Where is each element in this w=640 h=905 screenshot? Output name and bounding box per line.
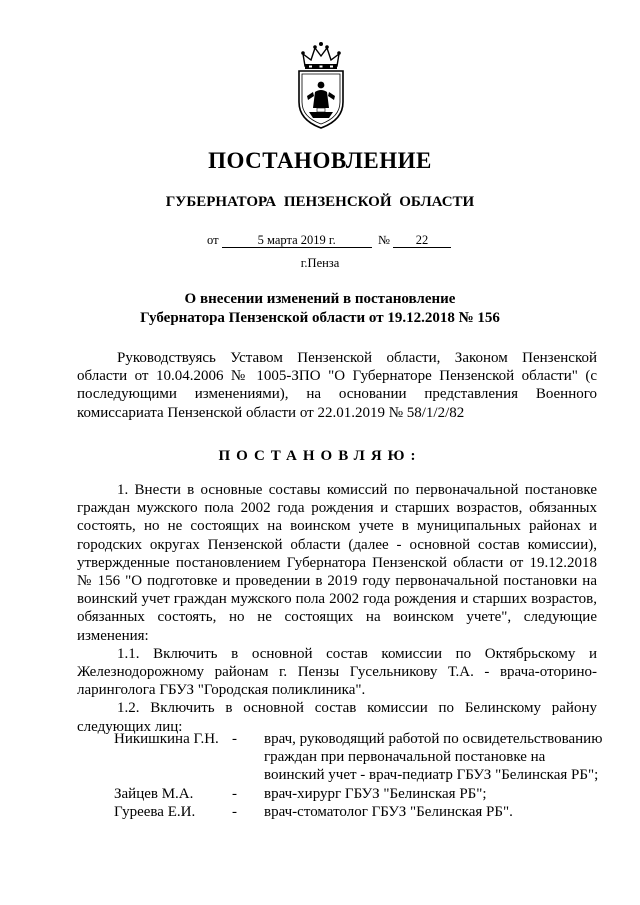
city-name: г.Пенза (300, 256, 340, 270)
preamble-paragraph: Руководствуясь Уставом Пензенской области, Законом Пензенской области от 10.04.2006 № 1005-ЗПО "О Губернаторе Пензенской области" (с последующими изменениями), на основании представления Военного комиссариата Пензенской области от 22.01.2019 № 58/1/2/82 (77, 350, 597, 421)
document-heading (0, 290, 640, 328)
document-type-title: ПОСТАНОВЛЕНИЕ (208, 148, 432, 173)
number-prefix: № (377, 233, 390, 247)
decree-items (77, 481, 597, 736)
document-heading-line-1: О внесении изменений в постановление (184, 291, 456, 307)
person-position: врач, руководящий работой по освидетельствованию граждан при первоначальной постановке на воинский учет - врач-педиатр ГБУЗ "Белинская РБ"; (264, 731, 603, 784)
person-dash: - (232, 731, 237, 747)
person-entry (114, 803, 604, 821)
person-name: Зайцев М.А. (114, 785, 194, 802)
decree-word: ПОСТАНОВЛЯЮ: (218, 448, 422, 464)
person-position: врач-хирург ГБУЗ "Белинская РБ"; (264, 785, 487, 802)
person-entry (114, 785, 604, 803)
document-number: 22 (393, 233, 451, 248)
person-dash: - (232, 785, 237, 802)
document-heading-line-2: Губернатора Пензенской области от 19.12.2018 № 156 (140, 310, 500, 326)
item-1-paragraph: 1. Внести в основные составы комиссий по первоначальной постановке граждан мужского пола 2002 года рождения и старших возрастов, обязанных состоять, но не состоящих на воинском учете в муниципальных районах и городских округах Пензенской области (далее - основной состав комиссии), утвержденные постановлением Губернатора Пензенской области от 19.12.2018 № 156 "О подготовке и проведении в 2019 году первоначальной постановки на воинский учет граждан мужского пола 2002 года рождения и старших возрастов, обязанных состоять, но не состоящих на воинском учете", следующие изменения: (77, 482, 597, 644)
issuer-title: ГУБЕРНАТОРА ПЕНЗЕНСКОЙ ОБЛАСТИ (165, 194, 475, 210)
person-dash: - (232, 803, 237, 820)
persons-list (114, 730, 604, 821)
person-name: Никишкина Г.Н. (114, 731, 219, 747)
item-1-1-paragraph: 1.1. Включить в основной состав комиссии по Октябрьскому и Железнодорожному районам г. Пензы Гусельникову Т.А. - врача-оторино-ларинголога ГБУЗ "Городская поликлиника". (77, 645, 597, 699)
person-position: врач-стоматолог ГБУЗ "Белинская РБ". (264, 803, 513, 820)
date-prefix: от (207, 233, 219, 247)
person-name: Гуреева Е.И. (114, 803, 196, 820)
item-1-2-paragraph: 1.2. Включить в основной состав комиссии по Белинскому району следующих лиц: (77, 700, 597, 735)
person-entry (114, 730, 604, 785)
coat-of-arms-emblem (293, 40, 349, 132)
document-date: 5 марта 2019 г. (222, 233, 372, 248)
date-number-line (207, 233, 451, 248)
